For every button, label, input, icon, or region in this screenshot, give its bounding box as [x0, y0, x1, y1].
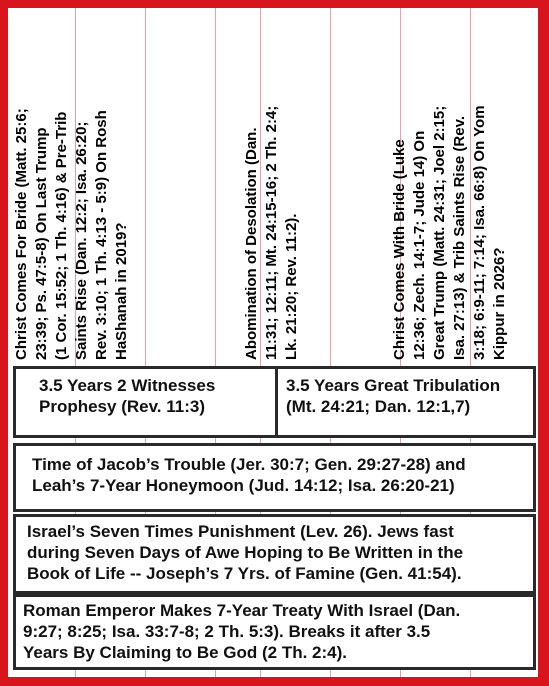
second-coming-line: Great Trump (Matt. 24:31; Joel 2:15;: [431, 105, 448, 360]
witnesses-text: Prophesy (Rev. 11:3): [39, 397, 205, 416]
abomination-line: 11:31; 12:11; Mt. 24:15-16; 2 Th. 2:4;: [263, 105, 280, 360]
second-coming-line: 3:18; 6:9-11; 7:14; Isa. 66:8) On Yom: [471, 105, 488, 360]
second-coming-line: Isa. 27:13) & Trib Saints Rise (Rev.: [451, 116, 468, 360]
tribulation-box: [275, 366, 536, 438]
second-coming-line: 12:36; Zech. 14:1-7; Jude 14) On: [411, 130, 428, 360]
second-coming-line: Christ Comes With Bride (Luke: [391, 139, 408, 360]
treaty-text: Roman Emperor Makes 7-Year Treaty With Israel (Dan.: [23, 601, 461, 620]
rapture-line: 23:39; Ps. 47:5-8) On Last Trump: [33, 127, 50, 360]
second-coming-line: Kippur in 2026?: [491, 247, 508, 360]
jacob-trouble-text: Time of Jacob’s Trouble (Jer. 30:7; Gen. 29:27-28) and: [32, 455, 466, 474]
abomination-line: Abomination of Desolation (Dan.: [243, 127, 260, 360]
rapture-line: HaShanah in 2019?: [113, 222, 130, 360]
treaty-box: [13, 594, 536, 670]
treaty-text: Years By Claiming to Be God (2 Th. 2:4).: [23, 643, 348, 662]
jacob-trouble-box: [13, 443, 536, 512]
witnesses-text: 3.5 Years 2 Witnesses: [39, 376, 216, 395]
rapture-line: Saints Rise (Dan. 12:2; Isa. 26:20;: [73, 121, 90, 360]
abomination-line: Lk. 21:20; Rev. 11:2).: [283, 213, 300, 360]
witnesses-box: [13, 366, 278, 438]
rapture-line: Rev. 3:10; 1 Th. 4:13 - 5:9) On Rosh: [93, 110, 110, 360]
israel-punishment-text: Israel’s Seven Times Punishment (Lev. 26). Jews fast: [27, 522, 454, 541]
tribulation-text: 3.5 Years Great Tribulation: [286, 376, 501, 395]
israel-punishment-text: Book of Life -- Joseph’s 7 Yrs. of Famine (Gen. 41:54).: [27, 564, 462, 583]
israel-punishment-box: [13, 514, 536, 594]
tribulation-text: (Mt. 24:21; Dan. 12:1,7): [286, 397, 471, 416]
rapture-line: (1 Cor. 15:52; 1 Th. 4:16) & Pre-Trib: [53, 111, 70, 360]
treaty-text: 9:27; 8:25; Isa. 33:7-8; 2 Th. 5:3). Breaks it after 3.5: [23, 622, 431, 641]
jacob-trouble-text: Leah’s 7-Year Honeymoon (Jud. 14:12; Isa. 26:20-21): [32, 476, 455, 495]
rapture-line: Christ Comes For Bride (Matt. 25:6;: [13, 108, 30, 360]
israel-punishment-text: during Seven Days of Awe Hoping to Be Written in the: [27, 543, 464, 562]
